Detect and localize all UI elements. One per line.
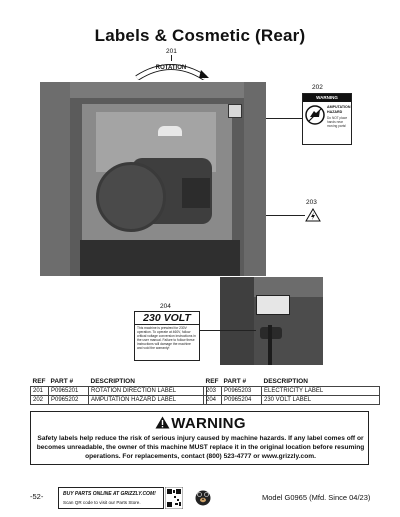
amputation-label-text: Do NOT place hands near moving parts!: [327, 116, 348, 128]
table-cell-part: P0965202: [49, 396, 89, 405]
callout-203-leader: [266, 215, 305, 216]
table-header-part: PART #: [223, 378, 247, 385]
table-row: [31, 387, 207, 396]
table-header-ref: REF: [32, 378, 46, 385]
callout-204-leader: [200, 330, 256, 331]
callout-203: 203: [306, 199, 317, 206]
callout-204: 204: [160, 303, 171, 310]
scan-qr-text: Scan QR code to visit our Parts Store.: [63, 500, 141, 505]
table-cell-ref: 203: [204, 387, 222, 396]
grizzly-bear-logo-icon: [195, 490, 211, 506]
table-row: [31, 396, 207, 405]
amputation-label-title: AMPUTATION HAZARD: [327, 105, 351, 114]
table-cell-description: 230 VOLT LABEL: [262, 396, 380, 405]
qr-code-icon[interactable]: [165, 487, 183, 509]
amputation-hand-icon: [305, 105, 325, 125]
table-header-description: DESCRIPTION: [90, 378, 135, 385]
table-header-description: DESCRIPTION: [263, 378, 308, 385]
volt-label-title: 230 VOLT: [135, 312, 199, 325]
model-text: Model G0965 (Mfd. Since 04/23): [262, 493, 371, 502]
power-cord-photo: [220, 277, 323, 365]
rotation-label-text: ROTATION: [155, 65, 187, 71]
parts-table-left: [30, 378, 207, 405]
table-cell-part: P0965203: [222, 387, 262, 396]
table-cell-description: AMPUTATION HAZARD LABEL: [89, 396, 207, 405]
table-row: [204, 387, 380, 396]
callout-202-leader: [266, 118, 302, 119]
callout-202: 202: [312, 84, 323, 91]
table-header-part: PART #: [50, 378, 74, 385]
rotation-arrow-icon: [131, 58, 211, 80]
table-cell-description: ELECTRICITY LABEL: [262, 387, 380, 396]
230-volt-label: [134, 311, 200, 361]
table-cell-part: P0965204: [222, 396, 262, 405]
table-cell-ref: 204: [204, 396, 222, 405]
machine-rear-photo: [40, 82, 266, 276]
volt-label-text: This machine is prewired for 230V operation. To operate at 460V, follow critical voltage conversion instructions in the user manual. Failure to follow these instructions will damage the machine and void the warranty!: [137, 326, 196, 350]
table-cell-ref: 201: [31, 387, 49, 396]
table-cell-ref: 202: [31, 396, 49, 405]
buy-parts-text: BUY PARTS ONLINE AT GRIZZLY.COM!: [63, 491, 156, 497]
callout-201: 201: [166, 48, 177, 55]
buy-parts-box[interactable]: [58, 487, 164, 509]
table-header-ref: REF: [205, 378, 219, 385]
table-row: [204, 396, 380, 405]
callout-201-leader: [171, 55, 172, 61]
warning-body: Safety labels help reduce the risk of serious injury caused by machine hazards. If any label comes off or becomes unreadable, the owner of this machine MUST replace it in the original location before resuming operations. For replacements, contact (800) 523-4777 or www.grizzly.com.: [36, 435, 365, 460]
warning-title: WARNING: [171, 415, 246, 432]
warning-box: [30, 411, 369, 465]
parts-table-right: [203, 378, 380, 405]
page-title: Labels & Cosmetic (Rear): [94, 26, 306, 45]
amputation-hazard-label: [302, 93, 352, 145]
electricity-hazard-icon: [305, 208, 321, 222]
page-number: -52-: [30, 492, 44, 501]
warning-triangle-icon: [155, 416, 170, 429]
amputation-label-header: WARNING: [303, 94, 351, 102]
table-cell-description: ROTATION DIRECTION LABEL: [89, 387, 207, 396]
table-cell-part: P0965201: [49, 387, 89, 396]
